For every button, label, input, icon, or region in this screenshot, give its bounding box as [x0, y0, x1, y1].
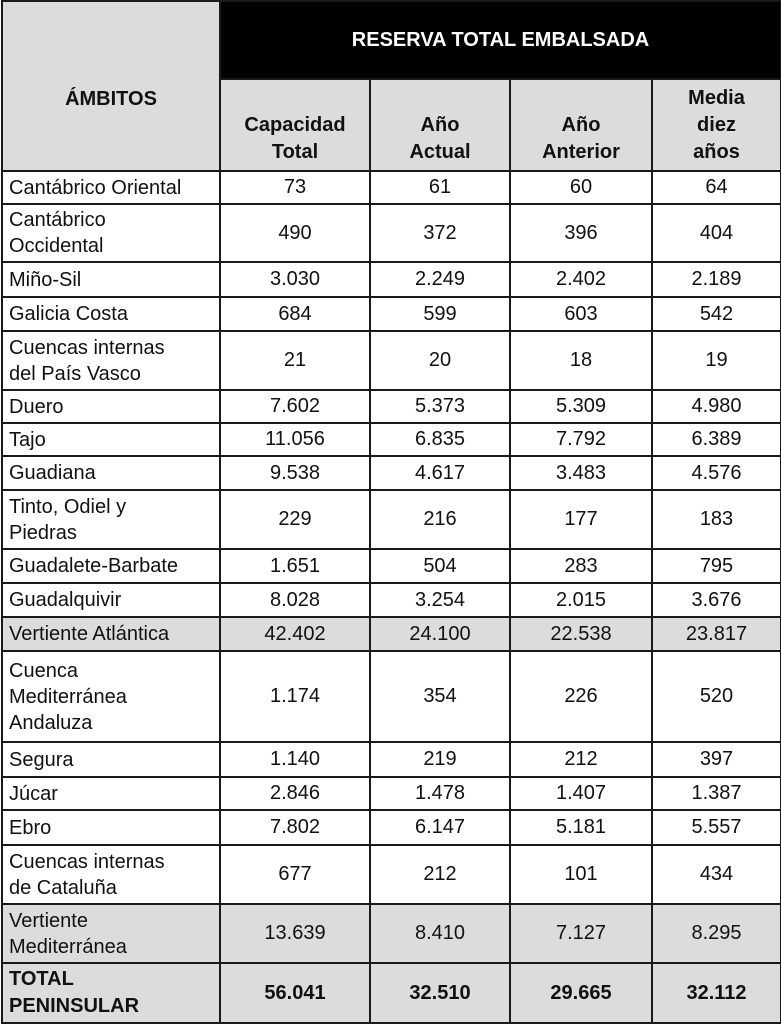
- ambito-name: [2, 617, 220, 651]
- ambito-name: [2, 390, 220, 423]
- ano-anterior-cell: 60: [510, 171, 652, 204]
- media-diez-anos-cell: 19: [652, 331, 781, 390]
- ambito-name: [2, 777, 220, 810]
- ambito-name-line: Galicia Costa: [9, 303, 128, 325]
- ano-actual-cell: 3.254: [370, 583, 510, 617]
- media-diez-anos-cell: 404: [652, 204, 781, 262]
- column-header-line: Año: [561, 114, 601, 136]
- capacidad-total-cell: 1.651: [220, 549, 370, 583]
- ano-actual-cell: 2.249: [370, 262, 510, 297]
- table-row: [2, 549, 781, 583]
- table-row: [2, 204, 781, 262]
- ano-anterior-cell: 1.407: [510, 777, 652, 810]
- ambito-name: [2, 456, 220, 490]
- ano-actual-cell: 6.147: [370, 810, 510, 845]
- ambito-name: [2, 810, 220, 845]
- ano-actual-cell: 1.478: [370, 777, 510, 810]
- ano-anterior-cell: 283: [510, 549, 652, 583]
- ambito-name-line: Cuencas internas: [9, 850, 165, 873]
- column-header-line: Capacidad: [244, 114, 346, 136]
- table-row: [2, 171, 781, 204]
- table-row: [2, 583, 781, 617]
- media-diez-anos-cell: 542: [652, 297, 781, 331]
- table-row: [2, 331, 781, 390]
- capacidad-total-cell: 21: [220, 331, 370, 390]
- ambito-name: [2, 331, 220, 390]
- ano-anterior-cell: 5.181: [510, 810, 652, 845]
- table-row: [2, 297, 781, 331]
- ano-anterior-cell: 2.402: [510, 262, 652, 297]
- ambito-name: [2, 963, 220, 1023]
- capacidad-total-header: [220, 79, 370, 171]
- table-row: [2, 423, 781, 456]
- ambito-name: [2, 204, 220, 262]
- ambito-name-line: Occidental: [9, 235, 104, 257]
- ano-actual-cell: 354: [370, 651, 510, 742]
- media-diez-anos-header: [652, 79, 781, 171]
- media-diez-anos-cell: 8.295: [652, 904, 781, 963]
- column-header-line: Actual: [409, 141, 471, 163]
- subtotal-row: [2, 617, 781, 651]
- ano-actual-cell: 504: [370, 549, 510, 583]
- total-row: [2, 963, 781, 1023]
- ambito-name-line: Cuencas internas: [9, 336, 165, 359]
- ano-actual-cell: 219: [370, 742, 510, 777]
- table-row: [2, 845, 781, 904]
- media-diez-anos-cell: 4.980: [652, 390, 781, 423]
- ano-anterior-header: [510, 79, 652, 171]
- ano-actual-header: [370, 79, 510, 171]
- table-row: [2, 262, 781, 297]
- capacidad-total-cell: 8.028: [220, 583, 370, 617]
- media-diez-anos-cell: 3.676: [652, 583, 781, 617]
- capacidad-total-cell: 229: [220, 490, 370, 549]
- ambito-name-line: Guadiana: [9, 462, 96, 484]
- capacidad-total-cell: 677: [220, 845, 370, 904]
- ambito-name-line: Cantábrico: [9, 209, 106, 231]
- ano-anterior-cell: 101: [510, 845, 652, 904]
- media-diez-anos-cell: 520: [652, 651, 781, 742]
- capacidad-total-cell: 1.174: [220, 651, 370, 742]
- ano-anterior-cell: 7.127: [510, 904, 652, 963]
- table-row: [2, 456, 781, 490]
- capacidad-total-cell: 7.602: [220, 390, 370, 423]
- group-title: RESERVA TOTAL EMBALSADA: [220, 1, 781, 79]
- capacidad-total-cell: 490: [220, 204, 370, 262]
- capacidad-total-cell: 684: [220, 297, 370, 331]
- ambito-name-line: Ebro: [9, 816, 52, 839]
- subtotal-row: [2, 904, 781, 963]
- ambito-name-line: Mediterránea: [9, 935, 127, 958]
- ano-anterior-cell: 7.792: [510, 423, 652, 456]
- media-diez-anos-cell: 64: [652, 171, 781, 204]
- ambito-name: [2, 490, 220, 549]
- media-diez-anos-cell: 23.817: [652, 617, 781, 651]
- ambito-name-line: TOTAL: [9, 968, 74, 990]
- ambito-name-line: PENINSULAR: [9, 995, 140, 1017]
- ano-actual-cell: 24.100: [370, 617, 510, 651]
- ano-actual-cell: 599: [370, 297, 510, 331]
- ambito-name-line: Guadalquivir: [9, 589, 122, 611]
- ambito-name-line: del País Vasco: [9, 362, 141, 385]
- ambito-name-line: Vertiente: [9, 909, 88, 932]
- table-row: [2, 490, 781, 549]
- ambito-name-line: Cuenca: [9, 659, 78, 682]
- ambitos-header: ÁMBITOS: [2, 1, 220, 171]
- ambito-name-line: Andaluza: [9, 711, 93, 734]
- media-diez-anos-cell: 397: [652, 742, 781, 777]
- table-row: [2, 810, 781, 845]
- media-diez-anos-cell: 4.576: [652, 456, 781, 490]
- ano-actual-cell: 61: [370, 171, 510, 204]
- column-header-line: Total: [271, 141, 319, 163]
- ano-actual-cell: 372: [370, 204, 510, 262]
- ambito-name: [2, 651, 220, 742]
- ambito-name: [2, 742, 220, 777]
- column-header-line: Anterior: [542, 141, 620, 163]
- capacidad-total-cell: 73: [220, 171, 370, 204]
- ano-actual-cell: 212: [370, 845, 510, 904]
- ambito-name: [2, 262, 220, 297]
- ano-actual-cell: 20: [370, 331, 510, 390]
- ano-actual-cell: 6.835: [370, 423, 510, 456]
- capacidad-total-cell: 13.639: [220, 904, 370, 963]
- ano-anterior-cell: 2.015: [510, 583, 652, 617]
- ano-anterior-cell: 603: [510, 297, 652, 331]
- ano-anterior-cell: 396: [510, 204, 652, 262]
- capacidad-total-cell: 56.041: [220, 963, 370, 1023]
- ambito-name: [2, 297, 220, 331]
- media-diez-anos-cell: 5.557: [652, 810, 781, 845]
- ambito-name-line: Segura: [9, 748, 74, 771]
- ano-anterior-cell: 22.538: [510, 617, 652, 651]
- capacidad-total-cell: 2.846: [220, 777, 370, 810]
- ambito-name-line: Miño-Sil: [9, 268, 82, 291]
- ano-actual-cell: 5.373: [370, 390, 510, 423]
- media-diez-anos-cell: 434: [652, 845, 781, 904]
- ambito-name: [2, 845, 220, 904]
- ambito-name-line: Duero: [9, 395, 64, 418]
- ambito-name-line: Piedras: [9, 521, 77, 544]
- reservoir-table: [1, 0, 781, 1024]
- media-diez-anos-cell: 6.389: [652, 423, 781, 456]
- ambito-name-line: Tinto, Odiel y: [9, 495, 127, 518]
- table-header: [2, 1, 781, 171]
- media-diez-anos-cell: 2.189: [652, 262, 781, 297]
- ambito-name-line: Cantábrico Oriental: [9, 176, 182, 199]
- capacidad-total-cell: 1.140: [220, 742, 370, 777]
- ambito-name-line: Júcar: [9, 782, 58, 805]
- table-row: [2, 742, 781, 777]
- ambito-name: [2, 904, 220, 963]
- column-header-line: Media: [688, 87, 745, 109]
- table-row: [2, 651, 781, 742]
- ano-anterior-cell: 212: [510, 742, 652, 777]
- ambito-name-line: Mediterránea: [9, 685, 127, 708]
- ano-actual-cell: 216: [370, 490, 510, 549]
- ano-anterior-cell: 5.309: [510, 390, 652, 423]
- capacidad-total-cell: 3.030: [220, 262, 370, 297]
- capacidad-total-cell: 7.802: [220, 810, 370, 845]
- ano-actual-cell: 4.617: [370, 456, 510, 490]
- ano-anterior-cell: 18: [510, 331, 652, 390]
- table-body: [2, 171, 781, 1023]
- column-header-line: Año: [420, 114, 460, 136]
- ambito-name: [2, 583, 220, 617]
- capacidad-total-cell: 11.056: [220, 423, 370, 456]
- column-header-line: diez: [697, 114, 736, 136]
- ambito-name-line: Guadalete-Barbate: [9, 555, 179, 577]
- capacidad-total-cell: 9.538: [220, 456, 370, 490]
- ano-actual-cell: 8.410: [370, 904, 510, 963]
- ambito-name: [2, 171, 220, 204]
- media-diez-anos-cell: 32.112: [652, 963, 781, 1023]
- ano-actual-cell: 32.510: [370, 963, 510, 1023]
- table-row: [2, 777, 781, 810]
- ano-anterior-cell: 226: [510, 651, 652, 742]
- ambito-name-line: Vertiente Atlántica: [9, 623, 170, 645]
- table-row: [2, 390, 781, 423]
- ano-anterior-cell: 29.665: [510, 963, 652, 1023]
- media-diez-anos-cell: 795: [652, 549, 781, 583]
- media-diez-anos-cell: 1.387: [652, 777, 781, 810]
- ambito-name: [2, 423, 220, 456]
- capacidad-total-cell: 42.402: [220, 617, 370, 651]
- media-diez-anos-cell: 183: [652, 490, 781, 549]
- ano-anterior-cell: 177: [510, 490, 652, 549]
- column-header-line: años: [693, 141, 740, 163]
- ambito-name: [2, 549, 220, 583]
- ano-anterior-cell: 3.483: [510, 456, 652, 490]
- ambito-name-line: Tajo: [9, 428, 46, 451]
- ambito-name-line: de Cataluña: [9, 876, 117, 899]
